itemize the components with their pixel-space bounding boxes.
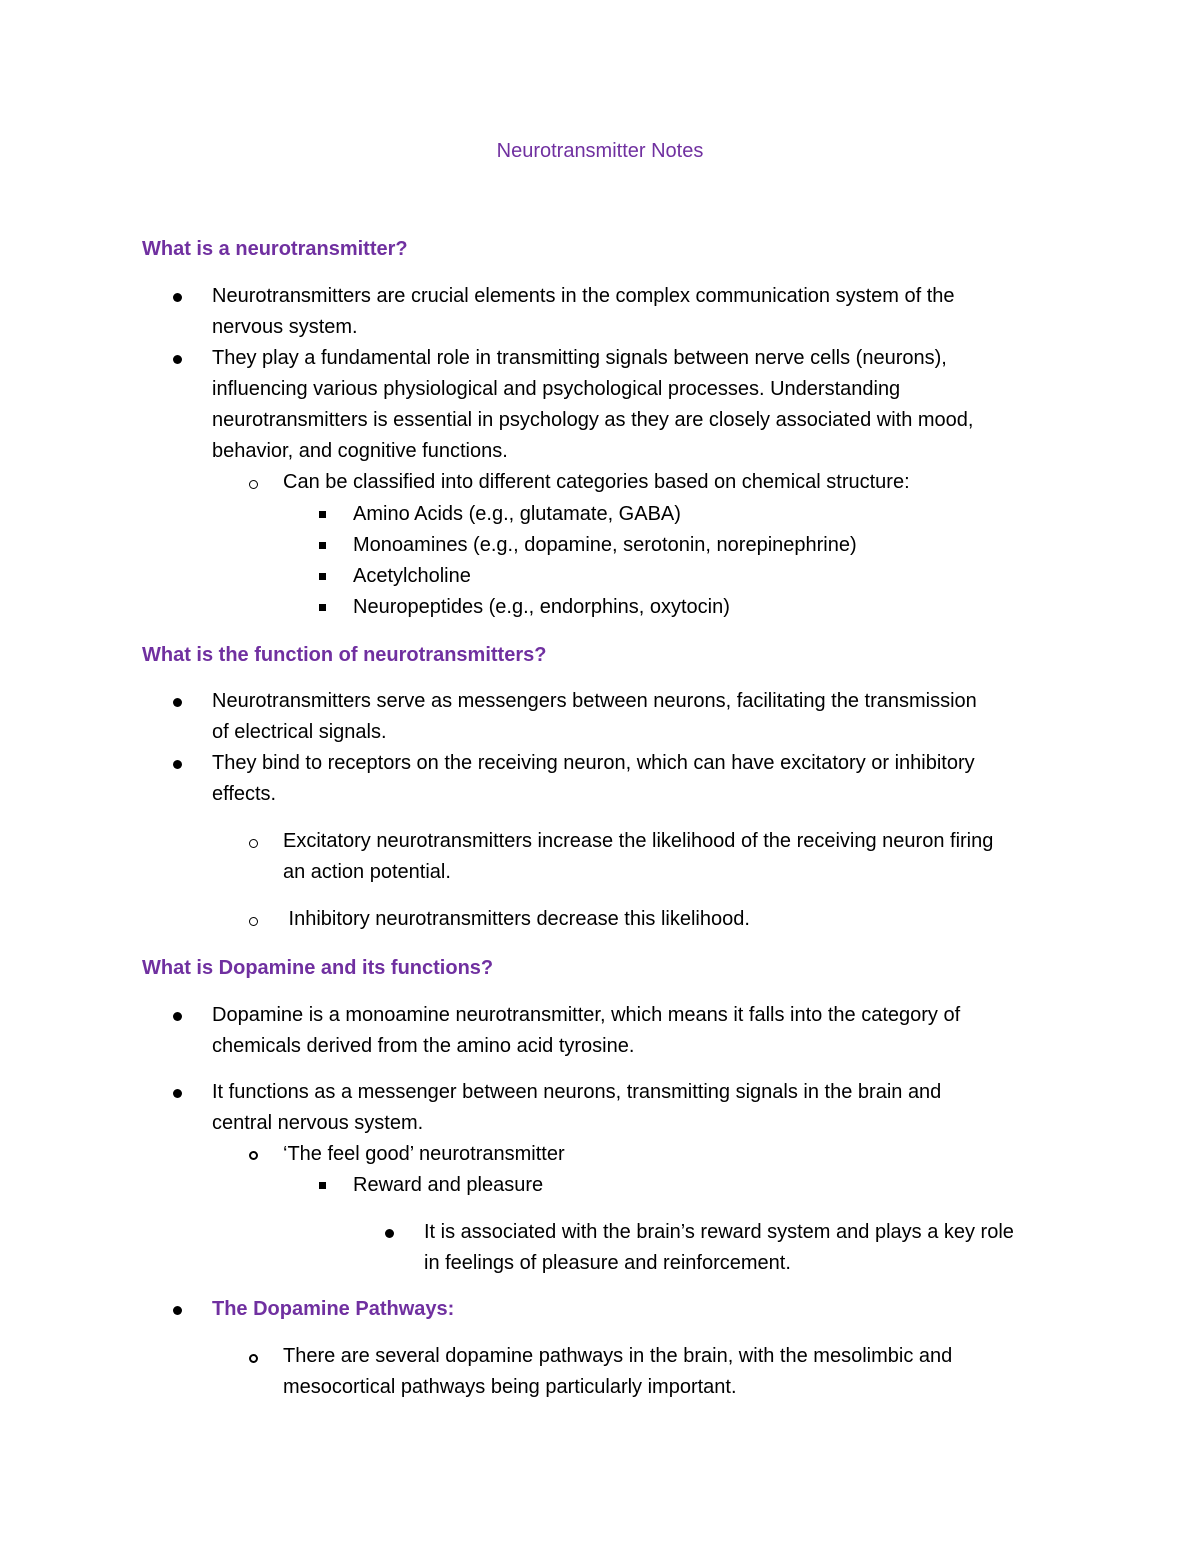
body-text-line: central nervous system. (212, 1112, 424, 1134)
bullet-circle-icon (249, 480, 258, 489)
bullet-disc-icon (385, 1229, 394, 1238)
list-item: Reward and pleasure (353, 1174, 544, 1196)
section-heading-dopamine: What is Dopamine and its functions? (142, 957, 494, 979)
document-title: Neurotransmitter Notes (496, 140, 704, 162)
body-text-line: Inhibitory neurotransmitters decrease this likelihood. (283, 908, 750, 930)
section-heading-what-is: What is a neurotransmitter? (142, 238, 408, 260)
body-text-line: Excitatory neurotransmitters increase the likelihood of the receiving neuron firing (283, 830, 994, 852)
bullet-square-icon (319, 542, 326, 549)
body-text-line: It is associated with the brain’s reward system and plays a key role (424, 1221, 1014, 1243)
bullet-circle-icon (249, 1151, 258, 1160)
bullet-disc-icon (173, 293, 182, 302)
body-text-line: in feelings of pleasure and reinforcement. (424, 1252, 791, 1274)
bullet-square-icon (319, 511, 326, 518)
pathways-heading: The Dopamine Pathways: (212, 1298, 455, 1320)
bullet-disc-icon (173, 355, 182, 364)
body-text-line: nervous system. (212, 316, 358, 338)
bullet-circle-icon (249, 917, 258, 926)
bullet-disc-icon (173, 1306, 182, 1315)
bullet-square-icon (319, 573, 326, 580)
body-text-line: chemicals derived from the amino acid tyrosine. (212, 1035, 635, 1057)
body-text-line: Neurotransmitters serve as messengers between neurons, facilitating the transmission (212, 690, 977, 712)
bullet-disc-icon (173, 1012, 182, 1021)
list-item: Monoamines (e.g., dopamine, serotonin, norepinephrine) (353, 534, 857, 556)
bullet-circle-icon (249, 1354, 258, 1363)
body-text-line: ‘The feel good’ neurotransmitter (283, 1143, 565, 1165)
body-text-line: mesocortical pathways being particularly important. (283, 1376, 737, 1398)
section-heading-function: What is the function of neurotransmitters? (142, 644, 547, 666)
bullet-disc-icon (173, 1089, 182, 1098)
body-text-line: They play a fundamental role in transmitting signals between nerve cells (neurons), (212, 347, 947, 369)
body-text-line: neurotransmitters is essential in psychology as they are closely associated with mood, (212, 409, 974, 431)
list-item: Acetylcholine (353, 565, 471, 587)
body-text-line: an action potential. (283, 861, 451, 883)
bullet-square-icon (319, 604, 326, 611)
list-item: Neuropeptides (e.g., endorphins, oxytocin) (353, 596, 730, 618)
bullet-circle-icon (249, 839, 258, 848)
body-text-line: Can be classified into different categories based on chemical structure: (283, 471, 910, 493)
body-text-line: of electrical signals. (212, 721, 387, 743)
body-text-line: They bind to receptors on the receiving neuron, which can have excitatory or inhibitory (212, 752, 975, 774)
body-text-line: It functions as a messenger between neurons, transmitting signals in the brain and (212, 1081, 942, 1103)
body-text-line: effects. (212, 783, 277, 805)
bullet-disc-icon (173, 698, 182, 707)
bullet-disc-icon (173, 760, 182, 769)
body-text-line: behavior, and cognitive functions. (212, 440, 508, 462)
body-text-line: Dopamine is a monoamine neurotransmitter, which means it falls into the category of (212, 1004, 961, 1026)
bullet-square-icon (319, 1182, 326, 1189)
body-text-line: Neurotransmitters are crucial elements in the complex communication system of the (212, 285, 955, 307)
body-text-line: There are several dopamine pathways in the brain, with the mesolimbic and (283, 1345, 953, 1367)
list-item: Amino Acids (e.g., glutamate, GABA) (353, 503, 681, 525)
body-text-line: influencing various physiological and psychological processes. Understanding (212, 378, 901, 400)
